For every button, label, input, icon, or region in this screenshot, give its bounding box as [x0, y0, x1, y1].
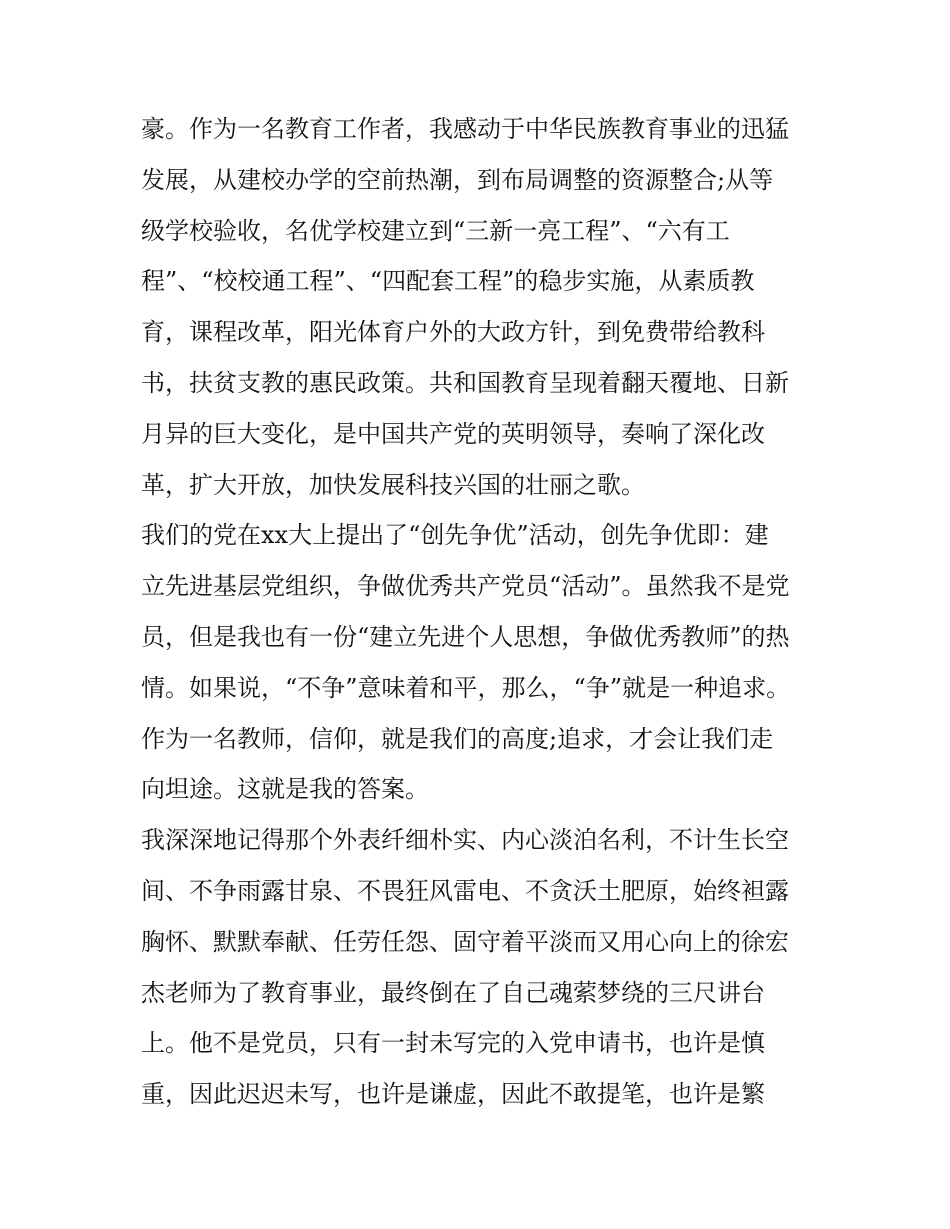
text-line: 立先进基层党组织，争做优秀共产党员“活动”。虽然我不是党: [141, 572, 790, 601]
text-line: 作为一名教师，信仰，就是我们的高度;追求，才会让我们走: [141, 724, 774, 753]
text-line: 情。如果说，“不争”意味着和平，那么，“争”就是一种追求。: [141, 673, 791, 702]
text-line: 级学校验收，名优学校建立到“三新一亮工程”、“六有工: [141, 216, 730, 245]
text-line: 向坦途。这就是我的答案。: [141, 775, 429, 804]
text-line: 豪。作为一名教育工作者，我感动于中华民族教育事业的迅猛: [141, 115, 789, 143]
text-line: 员，但是我也有一份“建立先进个人思想，争做优秀教师”的热: [141, 622, 790, 651]
text-line: 上。他不是党员，只有一封未写完的入党申请书，也许是慎: [141, 1029, 765, 1058]
text-line: 程”、“校校通工程”、“四配套工程”的稳步实施，从素质教: [141, 267, 755, 296]
text-line: 育，课程改革，阳光体育户外的大政方针，到免费带给教科: [141, 318, 765, 347]
text-line: 杰老师为了教育事业，最终倒在了自己魂萦梦绕的三尺讲台: [141, 978, 765, 1007]
text-line: 间、不争雨露甘泉、不畏狂风雷电、不贪沃土肥原，始终袒露: [141, 876, 789, 905]
text-line: 革，扩大开放，加快发展科技兴国的壮丽之歌。: [141, 470, 645, 499]
text-line: 发展，从建校办学的空前热潮，到布局调整的资源整合;从等: [141, 165, 774, 194]
text-line: 重，因此迟迟未写，也许是谦虚，因此不敢提笔，也许是繁: [141, 1080, 765, 1109]
body-text: [141, 104, 831, 1120]
text-line: 我们的党在xx大上提出了“创先争优”活动，创先争优即：建: [141, 521, 769, 550]
text-line: 胸怀、默默奉献、任劳任怨、固守着平淡而又用心向上的徐宏: [141, 927, 789, 956]
text-line: 我深深地记得那个外表纤细朴实、内心淡泊名利，不计生长空: [141, 826, 789, 855]
text-line: 月异的巨大变化，是中国共产党的英明领导，奏响了深化改: [141, 419, 765, 448]
text-line: 书，扶贫支教的惠民政策。共和国教育呈现着翻天覆地、日新: [141, 368, 789, 397]
